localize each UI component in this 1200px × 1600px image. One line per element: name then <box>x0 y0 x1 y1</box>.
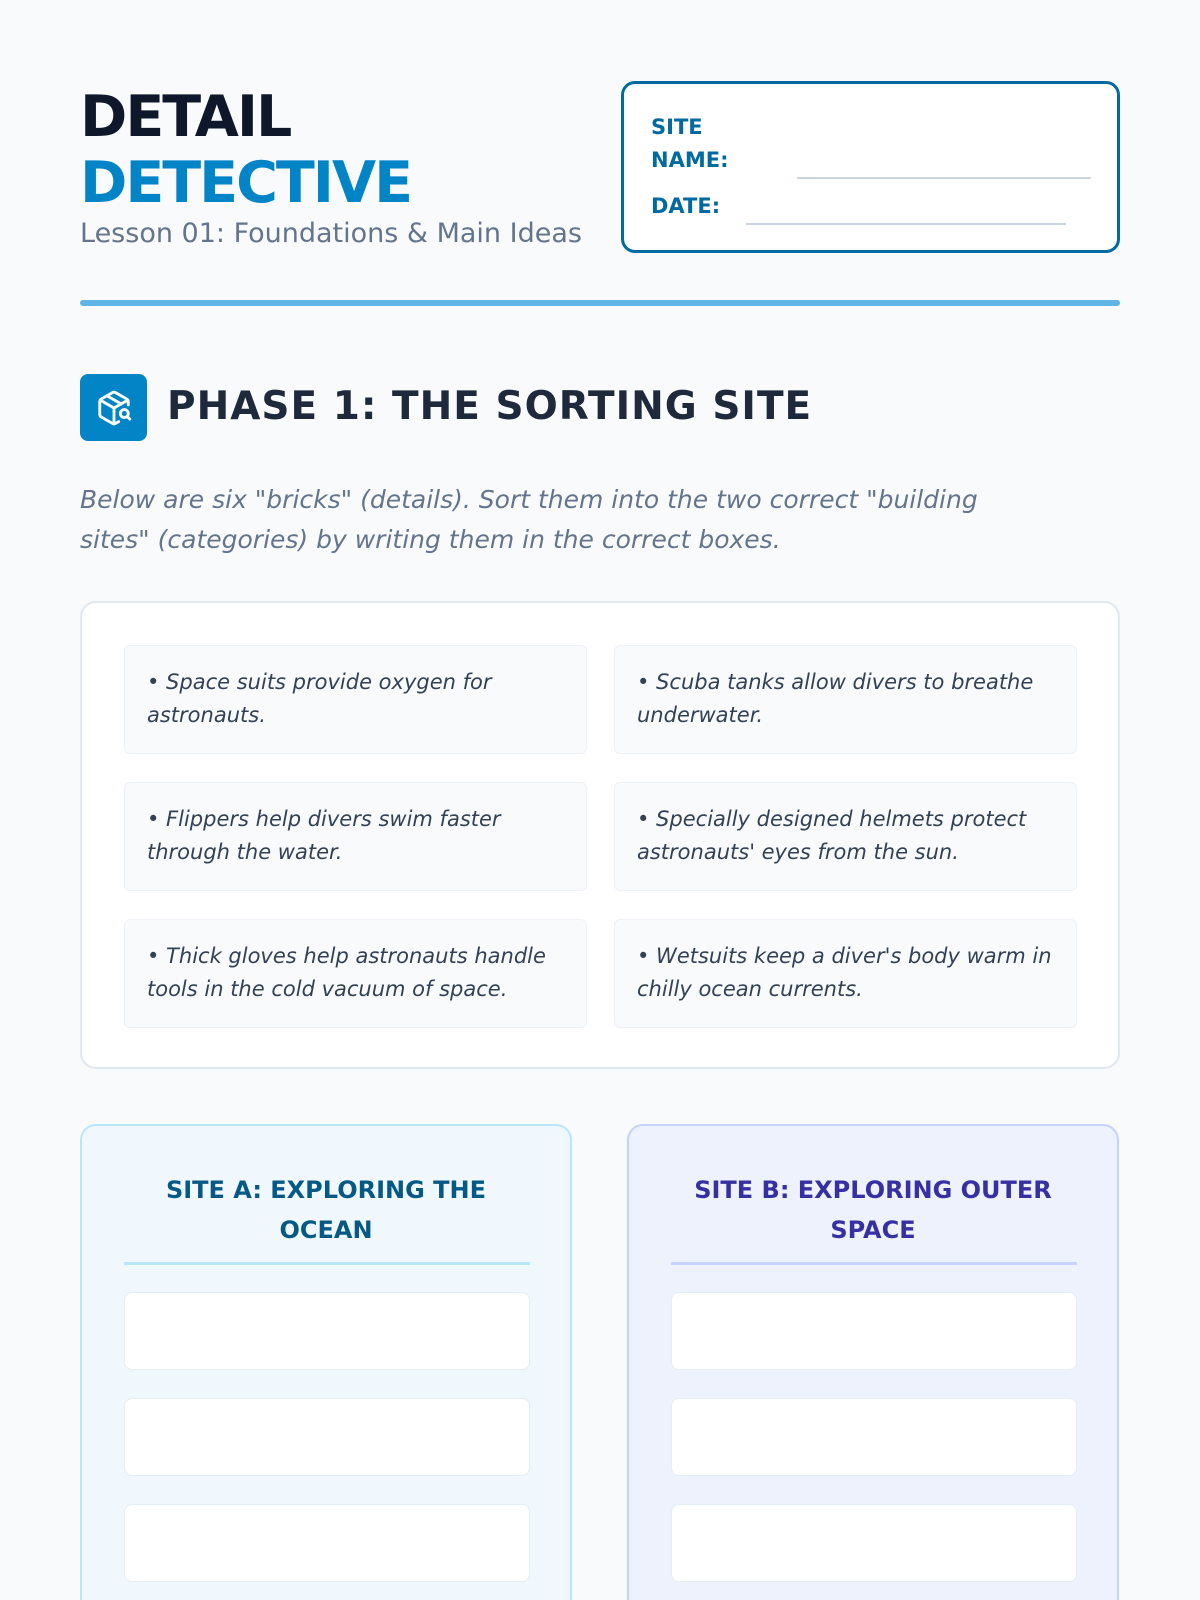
site-a-answer-box[interactable] <box>124 1292 530 1370</box>
bricks-card <box>80 601 1120 1069</box>
site-a-answer-box[interactable] <box>124 1504 530 1582</box>
site-a-rule <box>124 1262 530 1265</box>
package-search-icon <box>80 374 147 441</box>
site-name-label-line2: NAME: <box>651 148 729 172</box>
site-a-answer-box[interactable] <box>124 1398 530 1476</box>
site-name-label <box>651 111 728 177</box>
lesson-subtitle: Lesson 01: Foundations & Main Ideas <box>80 218 582 249</box>
instructions: Below are six "bricks" (details). Sort them into the two correct "building sites" (categories) by writing them in the correct boxes. <box>80 485 978 554</box>
header-divider <box>80 300 1120 306</box>
site-b-answer-box[interactable] <box>671 1292 1077 1370</box>
date-label: DATE: <box>651 194 721 218</box>
brick-item: • Specially designed helmets protect astronauts' eyes from the sun. <box>614 782 1077 891</box>
site-b-answer-box[interactable] <box>671 1398 1077 1476</box>
site-b-answer-box[interactable] <box>671 1504 1077 1582</box>
site-name-field[interactable] <box>797 177 1091 179</box>
header <box>80 84 582 249</box>
site-b-rule <box>671 1262 1077 1265</box>
student-info-box <box>621 81 1120 253</box>
site-name-label-line1: SITE <box>651 115 703 139</box>
brick-item: • Flippers help divers swim faster through the water. <box>124 782 587 891</box>
title-line-2: DETECTIVE <box>80 150 412 216</box>
brick-item: • Scuba tanks allow divers to breathe underwater. <box>614 645 1077 754</box>
site-b-panel <box>627 1124 1119 1600</box>
phase-title: PHASE 1: THE SORTING SITE <box>167 384 813 429</box>
title-line-1: DETAIL <box>80 84 291 150</box>
site-a-panel <box>80 1124 572 1600</box>
brick-item: • Space suits provide oxygen for astronauts. <box>124 645 587 754</box>
site-a-title: SITE A: EXPLORING THE OCEAN <box>165 1176 487 1244</box>
date-field[interactable] <box>746 223 1066 225</box>
brick-item: • Thick gloves help astronauts handle tools in the cold vacuum of space. <box>124 919 587 1028</box>
site-b-title: SITE B: EXPLORING OUTER SPACE <box>694 1176 1052 1244</box>
brick-item: • Wetsuits keep a diver's body warm in chilly ocean currents. <box>614 919 1077 1028</box>
